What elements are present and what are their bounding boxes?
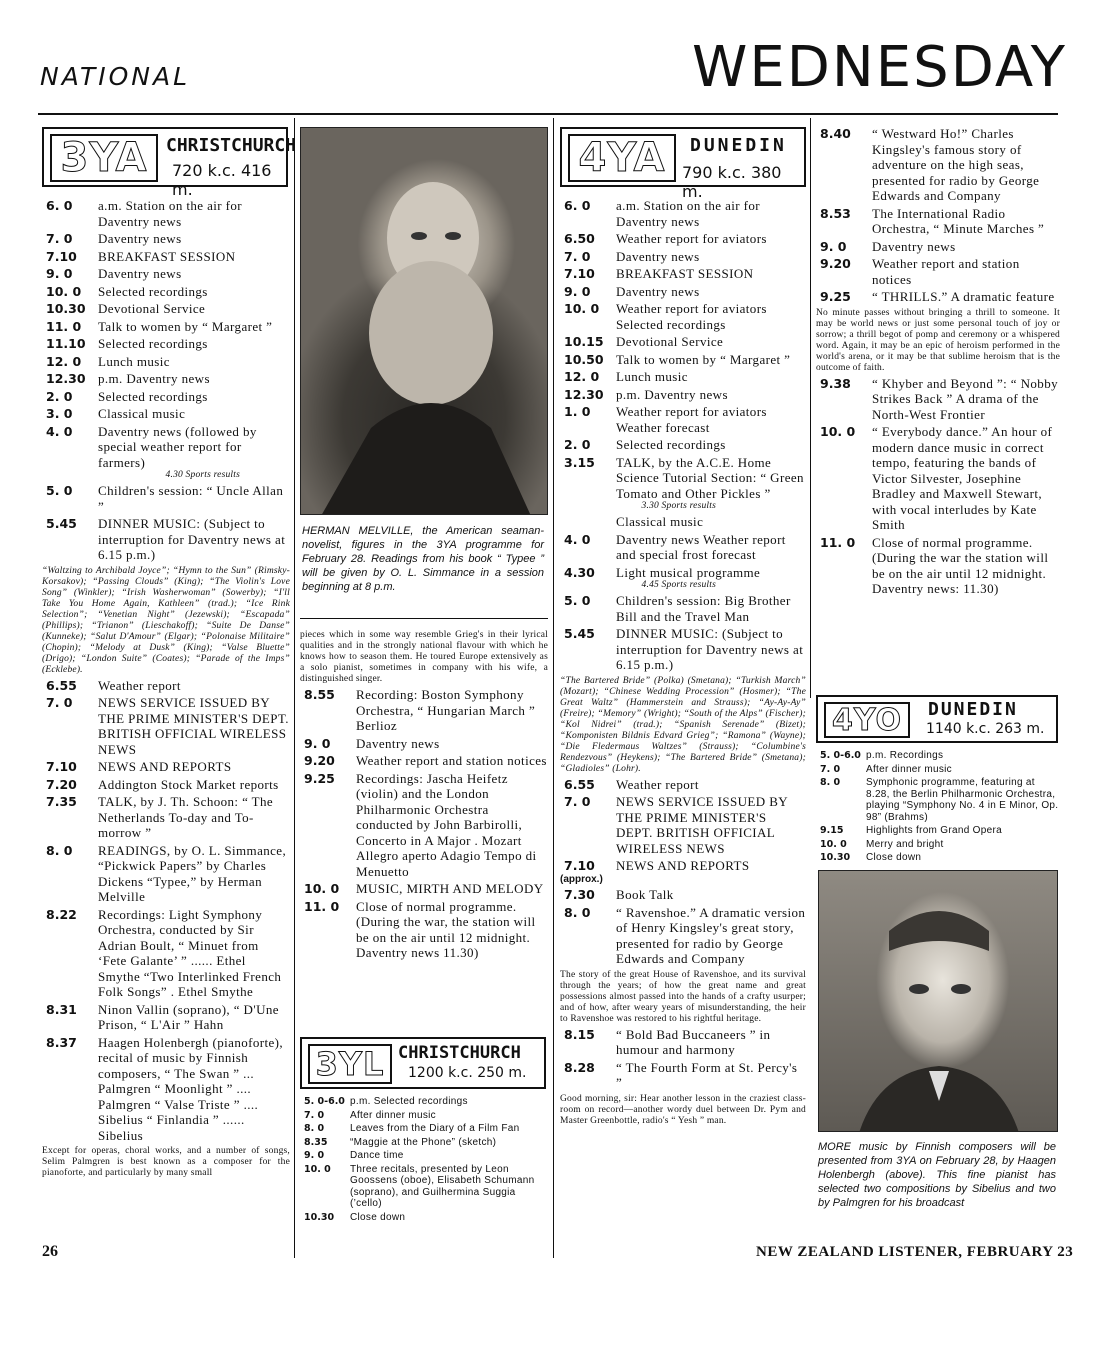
- holenbergh-caption: MORE music by Finnish composers will be presented from 3YA on February 28, by Haagen Holenbergh (above). This fine pianist has selected two compositions by Sibelius and two by Palmgren for his broadcast: [818, 1141, 1056, 1209]
- entry-time: 6.55: [46, 677, 77, 693]
- schedule-entry: [42, 516, 290, 563]
- entry-time: 9.20: [304, 753, 335, 768]
- schedule-entry: [560, 437, 806, 453]
- entry-time: 7.20: [46, 776, 77, 792]
- entry-description: Classical music: [98, 406, 186, 421]
- schedule-entry: [300, 881, 548, 897]
- column-divider: [553, 118, 554, 1258]
- entry-time: 8. 0: [820, 777, 841, 788]
- entry-time: 8.55: [304, 687, 335, 702]
- melville-caption: HERMAN MELVILLE, the American seaman-novelist, figures in the 3YA programme for February 28. Readings from his book “ Typee ” will be given by O. L. Simmance in a session beginning at 8 p.m.: [302, 525, 544, 593]
- entry-time: 9.38: [820, 375, 851, 391]
- entry-description: “ The Fourth Form at St. Percy's ”: [616, 1059, 798, 1090]
- entry-time: 7.30: [564, 887, 595, 902]
- entry-time: 7. 0: [46, 231, 73, 246]
- schedule-entry: [300, 1110, 550, 1122]
- schedule-entry: [816, 839, 1060, 851]
- entry-time: 8.37: [46, 1034, 77, 1050]
- entry-description: Weather report and station notices: [872, 256, 1020, 287]
- entry-time: 3. 0: [46, 406, 73, 421]
- entry-description: Close of normal programme. (During the war the station will be on the air until 12 midnight. Daventry news: 11.30): [872, 534, 1049, 596]
- entry-description: Dance time: [350, 1150, 404, 1161]
- schedule-entry: [816, 239, 1060, 255]
- entry-description: “ Everybody dance.” An hour of modern dance music in correct tempo, featuring the bands of Victor Silvester, Josephine Bradley and Maxwell Stewart, with vocal interludes by Kate Smith: [872, 424, 1053, 532]
- schedule-entry: [42, 231, 290, 247]
- schedule-entry: [300, 899, 548, 961]
- entry-time: 8. 0: [46, 842, 73, 858]
- entry-time: 2. 0: [46, 388, 73, 404]
- entry-time: 3.15: [564, 454, 595, 470]
- entry-description: a.m. Station on the air for Daventry news: [616, 198, 761, 229]
- entry-description: Book Talk: [616, 887, 674, 902]
- schedule-entry: [42, 678, 290, 694]
- entry-description: Recordings: Light Symphony Orchestra, conducted by Sir Adrian Boult, “ Minuet from ‘Fete Galante’ ” ...... Ethel Smythe “Two Interlinked French Folk Songs” . Ethel Smythe: [98, 906, 282, 999]
- entry-time: 9. 0: [304, 735, 331, 751]
- sports-results: 4.45 Sports results: [641, 580, 716, 590]
- entry-description: DINNER MUSIC: (Subject to interruption for Daventry news at 6.15 p.m.): [616, 626, 804, 672]
- schedule-entry: [816, 424, 1060, 533]
- entry-time: 7.10: [564, 858, 595, 873]
- schedule-entry: [300, 771, 548, 880]
- entry-description: Close down: [350, 1211, 406, 1223]
- entry-description: Daventry news: [872, 238, 956, 254]
- schedule-4ya-cont: [816, 124, 1060, 597]
- station-box-4ya: [560, 127, 806, 201]
- entry-description: Daventry news (followed by special weather report for farmers): [98, 423, 257, 470]
- entry-description: p.m. Daventry news: [98, 371, 210, 386]
- thrills-note: No minute passes without bringing a thrill to someone. It may be world news or just some personal touch of joy or sorrow; a thrill begot of pomp and ceremony or a whispered word. Again, it may be an epic of heroism performed in the world's arena, or it may be that sublime heroism that is the outcome of faith.: [816, 307, 1060, 373]
- schedule-entry: [42, 843, 290, 905]
- entry-description: Daventry news: [98, 266, 182, 281]
- schedule-entry: [300, 687, 548, 734]
- entry-time: 11. 0: [820, 534, 856, 550]
- day-heading: WEDNESDAY: [692, 35, 1067, 100]
- schedule-entry: [816, 256, 1060, 287]
- schedule-entry: [816, 750, 1060, 762]
- schedule-entry: [560, 565, 806, 581]
- station-name: CHRISTCHURCH: [398, 1043, 521, 1063]
- entry-time: 10. 0: [304, 1163, 331, 1175]
- schedule-entry: [42, 266, 290, 282]
- entry-description: Daventry news: [98, 231, 182, 246]
- entry-time: 10.15: [564, 334, 604, 349]
- column-divider: [294, 118, 295, 1258]
- schedule-entry: [560, 249, 806, 265]
- schedule-entry: [300, 736, 548, 752]
- entry-description: Weather report: [616, 776, 699, 792]
- schedule-entry: [560, 887, 806, 903]
- entry-time: 9. 0: [304, 1150, 325, 1161]
- schedule-entry: [816, 126, 1060, 204]
- entry-description: Selected recordings: [616, 437, 726, 452]
- entry-time: 5. 0: [564, 593, 591, 608]
- station-box-4yo: [816, 695, 1058, 743]
- entry-description: Selected recordings: [98, 283, 208, 299]
- schedule-entry: [300, 1164, 550, 1210]
- entry-time: 9. 0: [564, 283, 591, 299]
- entry-time: 8.53: [820, 205, 851, 221]
- schedule-entry: [42, 198, 290, 229]
- schedule-entry: [560, 266, 806, 282]
- entry-time: 10. 0: [820, 424, 856, 439]
- entry-time: 7.10: [46, 248, 77, 264]
- entry-description: Daventry news Weather report and special frost forecast: [616, 531, 786, 562]
- entry-description: Classical music: [616, 514, 704, 529]
- entry-description: Talk to women by “ Margaret ”: [616, 351, 791, 367]
- entry-description: DINNER MUSIC: (Subject to interruption for Daventry news at 6.15 p.m.): [98, 516, 286, 562]
- entry-time: 4. 0: [564, 531, 591, 547]
- schedule-entry: [300, 1150, 550, 1162]
- schedule-entry: [816, 852, 1060, 864]
- entry-description: Weather report for aviators Weather forecast: [616, 404, 767, 435]
- schedule-entry: [560, 626, 806, 673]
- entry-time: [560, 514, 616, 530]
- schedule-entry: [560, 404, 806, 435]
- entry-description: Daventry news: [616, 283, 700, 299]
- schedule-entry: [42, 406, 290, 422]
- entry-description: Addington Stock Market reports: [98, 776, 279, 792]
- entry-description: Close down: [866, 852, 922, 863]
- schedule-entry: [560, 794, 806, 856]
- schedule-entry: [560, 532, 806, 563]
- schedule-entry: [560, 198, 806, 229]
- entry-time: 5. 0-6.0: [304, 1096, 345, 1107]
- entry-time: 8. 0: [304, 1123, 325, 1134]
- entry-time: 6. 0: [46, 198, 73, 213]
- entry-description: “ Ravenshoe.” A dramatic version of Henry Kingsley's great story, presented for radio by George Edwards and Company: [616, 904, 806, 966]
- entry-description: “ Westward Ho!” Charles Kingsley's famous story of adventure on the high seas, presented for radio by George Edwards and Company: [872, 126, 1040, 203]
- station-name: CHRISTCHURCH: [166, 135, 297, 156]
- column-divider: [810, 118, 811, 698]
- schedule-4ya: [560, 196, 806, 1127]
- schedule-entry: [42, 319, 290, 335]
- entry-time: 12.30: [564, 386, 604, 402]
- entry-time: 7. 0: [564, 794, 591, 809]
- station-logo: 4YO: [824, 702, 910, 738]
- entry-time: 10.50: [564, 351, 604, 367]
- entry-description: Highlights from Grand Opera: [866, 825, 1002, 836]
- entry-time: 10. 0: [304, 881, 340, 896]
- palmgren-note-cont: pieces which in some way resemble Grieg's in their lyrical qualities and in the strongly national flavour with which he knows how to season them. He toured Europe extensively as a solo pianist, sometimes in company with his wife, a distinguished singer.: [300, 630, 548, 684]
- holenbergh-photo: [818, 870, 1058, 1132]
- percy-note: Good morning, sir: Hear another lesson in the craziest class-room on record—another wordy duel between Dr. Pym and Master Greenbottle, radio's “ Yesh ” man.: [560, 1093, 806, 1126]
- entry-description: Merry and bright: [866, 838, 944, 850]
- entry-time: 8.35: [304, 1136, 328, 1148]
- schedule-entry: [560, 1060, 806, 1091]
- entry-description: Devotional Service: [616, 334, 724, 349]
- entry-description: p.m. Selected recordings: [350, 1096, 468, 1107]
- palmgren-note: Except for operas, choral works, and a number of songs, Selim Palmgren is best known as a composer for the pianoforte, and particularly by many small: [42, 1146, 290, 1178]
- entry-time: 7.35: [46, 794, 77, 809]
- schedule-entry: [42, 907, 290, 1000]
- sports-results: 3.30 Sports results: [641, 501, 716, 511]
- schedule-entry: [560, 455, 806, 502]
- schedule-entry: [42, 301, 290, 317]
- entry-description: “Maggie at the Phone” (sketch): [350, 1136, 497, 1148]
- entry-time: 4. 0: [46, 423, 73, 439]
- entry-time: 1. 0: [564, 404, 591, 419]
- entry-description: The International Radio Orchestra, “ Minute Marches ”: [872, 205, 1045, 236]
- schedule-entry: [816, 535, 1060, 597]
- entry-time: 6. 0: [564, 198, 591, 213]
- schedule-entry: [42, 695, 290, 757]
- schedule-entry: [42, 389, 290, 405]
- entry-description: Close of normal programme. (During the war, the station will be on the air until 12 midnight. Daventry news 11.30): [356, 898, 536, 960]
- sports-results: 4.30 Sports results: [165, 470, 240, 480]
- entry-time: 12. 0: [46, 353, 82, 369]
- entry-description: BREAKFAST SESSION: [98, 248, 236, 264]
- entry-time: 10. 0: [46, 283, 82, 299]
- entry-description: a.m. Station on the air for Daventry news: [98, 198, 243, 229]
- schedule-entry: [42, 1002, 290, 1033]
- entry-time: 5.45: [46, 516, 77, 531]
- entry-description: READINGS, by O. L. Simmance, “Pickwick Papers” by Charles Dickens “Typee,” by Herman Melville: [98, 842, 287, 904]
- entry-description: Talk to women by “ Margaret ”: [98, 318, 273, 334]
- entry-description: Symphonic programme, featuring at 8.28, the Berlin Philharmonic Orchestra, playing “Symphony No. 4 in E Minor, Op. 98” (Brahms): [866, 777, 1059, 823]
- entry-description: Weather report and station notices: [356, 753, 547, 768]
- station-logo: 3YL: [308, 1044, 392, 1084]
- entry-description: Selected recordings: [98, 336, 208, 351]
- entry-time: 6.50: [564, 231, 595, 246]
- schedule-3ya-cont: [300, 630, 548, 961]
- schedule-3yl: [300, 1094, 550, 1223]
- divider: [300, 618, 548, 619]
- entry-description: NEWS SERVICE ISSUED BY THE PRIME MINISTER'S DEPT. BRITISH OFFICIAL WIRELESS NEWS: [616, 794, 788, 856]
- schedule-entry: [42, 1035, 290, 1144]
- entry-description: “ Khyber and Beyond ”: “ Nobby Strikes Back ” A drama of the North-West Frontier: [872, 375, 1059, 422]
- entry-description: Weather report for aviators: [616, 231, 767, 246]
- entry-time: 10.30: [46, 301, 86, 316]
- schedule-entry: [42, 249, 290, 265]
- schedule-entry: [560, 777, 806, 793]
- schedule-entry: [560, 593, 806, 624]
- entry-description: Devotional Service: [98, 301, 206, 316]
- entry-description: Daventry news: [356, 735, 440, 751]
- entry-description: NEWS AND REPORTS: [98, 759, 232, 774]
- entry-time: 8.31: [46, 1001, 77, 1017]
- entry-time: 8. 0: [564, 904, 591, 920]
- entry-time: 7. 0: [46, 695, 73, 710]
- entry-description: NEWS AND REPORTS: [616, 858, 750, 873]
- schedule-entry: [300, 1212, 550, 1224]
- header-rule: [38, 113, 1058, 115]
- schedule-entry: [300, 1096, 550, 1108]
- station-frequency: 720 k.c. 416 m.: [172, 161, 272, 199]
- entry-time: 9.25: [304, 770, 335, 786]
- schedule-3ya: [42, 196, 290, 1179]
- entry-description: Light musical programme: [616, 564, 761, 580]
- entry-time: 9. 0: [820, 238, 847, 254]
- schedule-entry: [42, 424, 290, 471]
- entry-time: 2. 0: [564, 437, 591, 452]
- entry-description: p.m. Recordings: [866, 750, 944, 761]
- melville-photo: [300, 127, 548, 515]
- entry-description: Weather report for aviators Selected recordings: [616, 301, 767, 332]
- schedule-entry: [42, 483, 290, 514]
- entry-description: Ninon Vallin (soprano), “ D'Une Prison, “ L'Air ” Hahn: [98, 1001, 279, 1032]
- entry-time: 7.10: [564, 266, 595, 281]
- entry-description: Weather report: [98, 677, 181, 693]
- schedule-entry: [560, 301, 806, 332]
- entry-time: 9.20: [820, 256, 851, 271]
- entry-description: Lunch music: [616, 369, 688, 384]
- entry-time: 8.40: [820, 126, 851, 141]
- entry-description: Lunch music: [98, 353, 170, 369]
- station-frequency: 1140 k.c. 263 m.: [926, 721, 1045, 737]
- schedule-entry: [816, 206, 1060, 237]
- entry-time: 9. 0: [46, 266, 73, 281]
- entry-description: TALK, by J. Th. Schoon: “ The Netherlands To-day and To-morrow ”: [98, 794, 274, 840]
- station-logo: 4YA: [568, 134, 676, 182]
- entry-description: Recordings: Jascha Heifetz (violin) and the London Philharmonic Orchestra conducted by John Barbirolli, Concerto in A Major . Mozart Allegro aperto Adagio Tempo di Menuetto: [356, 770, 537, 879]
- entry-description: Leaves from the Diary of a Film Fan: [350, 1123, 520, 1134]
- entry-time: 10. 0: [564, 301, 600, 316]
- station-frequency: 1200 k.c. 250 m.: [408, 1065, 527, 1081]
- entry-description: Recording: Boston Symphony Orchestra, “ Hungarian March ” Berlioz: [356, 687, 536, 733]
- dinner-music-list: “The Bartered Bride” (Polka) (Smetana); “Turkish March” (Mozart); “Chinese Wedding Procession” (Hosmer); “The Great Waltz” (Hammerstein and Strauss); “Ay-Ay-Ay” (Freire); “Memory” (Wright); “South of the Alps” (Fischer); “Kol Nidrei” (trad.); “Spanish Serenade” (Bizet); “Komponisten Bildnis Edvard Grieg”; “Ramona” (Wayne); “Die Fledermaus Waltzes” (Strauss); “Columbine's Rendezvous” (Heykens); “The Bartered Bride” (Smetana); “Gladioles” (Lohr).: [560, 675, 806, 774]
- entry-description: TALK, by the A.C.E. Home Science Tutorial Section: “ Green Tomato and Other Pickles ”: [616, 454, 804, 501]
- entry-time: 7. 0: [304, 1109, 325, 1121]
- entry-time: 12.30: [46, 371, 86, 386]
- entry-time: 7. 0: [820, 763, 841, 775]
- schedule-entry: [816, 764, 1060, 776]
- schedule-entry: [42, 284, 290, 300]
- entry-description: MUSIC, MIRTH AND MELODY: [356, 881, 544, 896]
- entry-time: 4.30: [564, 564, 595, 580]
- schedule-4yo: [816, 748, 1060, 864]
- entry-description: Children's session: Big Brother Bill and the Travel Man: [616, 593, 791, 624]
- entry-time: 12. 0: [564, 369, 600, 384]
- entry-time: 9.15: [820, 825, 844, 836]
- entry-description: p.m. Daventry news: [616, 386, 728, 402]
- entry-time: 9.25: [820, 289, 851, 304]
- entry-description: “ THRILLS.” A dramatic feature: [872, 289, 1055, 304]
- station-name: DUNEDIN: [690, 135, 787, 156]
- schedule-entry: [560, 905, 806, 967]
- entry-time: 11. 0: [304, 898, 340, 914]
- entry-description: After dinner music: [866, 763, 952, 775]
- station-name: DUNEDIN: [928, 699, 1018, 720]
- entry-description: After dinner music: [350, 1109, 436, 1121]
- schedule-entry: [42, 759, 290, 775]
- entry-time: 5. 0: [46, 483, 73, 498]
- entry-description: Children's session: “ Uncle Allan ”: [98, 483, 284, 514]
- station-box-3ya: [42, 127, 297, 199]
- entry-time: 7. 0: [564, 248, 591, 264]
- entry-description: BREAKFAST SESSION: [616, 266, 754, 281]
- station-logo: 3YA: [50, 134, 158, 182]
- schedule-entry: [42, 794, 290, 841]
- entry-time: 8.15: [564, 1026, 595, 1042]
- approx-note: (approx.): [560, 873, 603, 885]
- entry-description: Haagen Holenbergh (pianoforte), recital of music by Finnish composers, “ The Swan ” ... Palmgren “ Moonlight ” .... Palmgren “ Valse Triste ” .... Sibelius “ Finlandia ” ...... Sibelius: [98, 1034, 284, 1143]
- entry-time: 5. 0-6.0: [820, 750, 861, 761]
- schedule-entry: [42, 354, 290, 370]
- schedule-entry: [560, 284, 806, 300]
- entry-description: Three recitals, presented by Leon Goossens (oboe), Elisabeth Schumann (soprano), and Guilhermina Suggia (’cello): [350, 1163, 535, 1209]
- schedule-entry: [560, 1027, 806, 1058]
- schedule-entry: [816, 825, 1060, 837]
- schedule-entry: [42, 371, 290, 387]
- schedule-entry: [816, 376, 1060, 423]
- schedule-entry: [300, 753, 548, 769]
- schedule-entry: [42, 336, 290, 352]
- entry-description: Selected recordings: [98, 388, 208, 404]
- schedule-entry: [560, 369, 806, 385]
- schedule-entry: [816, 289, 1060, 305]
- entry-description: NEWS SERVICE ISSUED BY THE PRIME MINISTER'S DEPT. BRITISH OFFICIAL WIRELESS NEWS: [98, 695, 289, 757]
- dinner-music-list: “Waltzing to Archibald Joyce”; “Hymn to the Sun” (Rimsky-Korsakov); “Passing Clouds” (King); “The Violin's Love Song” (Winkler); “Irish Washerwoman” (Sowerby); “I'll Take You Home Again, Kathleen” (trad.); “Ice Rink Selection”; “Venetian Night” (Jezewski); “Escapada” (Phillips); “Trianon” (Lieschakoff); “Suite De Danse” (Kunneke); “Salut D'Amour” (Elgar); “Polonaise Militaire” (Chopin); “Melody at Dusk” (King); “Valse Bluette” (Drigo); “London Suite” (Coates); “Parade of the Imps” (Ecklebe).: [42, 565, 290, 675]
- schedule-entry: [560, 352, 806, 368]
- entry-description: “ Bold Bad Buccaneers ” in humour and harmony: [616, 1026, 771, 1057]
- schedule-entry: [560, 514, 806, 530]
- page-number: 26: [42, 1243, 58, 1260]
- schedule-entry: [42, 777, 290, 793]
- entry-time: 8.28: [564, 1059, 595, 1075]
- schedule-entry: [560, 334, 806, 350]
- schedule-entry: [300, 1123, 550, 1135]
- station-frequency: 790 k.c. 380 m.: [682, 163, 782, 201]
- section-label: NATIONAL: [40, 62, 191, 91]
- station-box-3yl: [300, 1037, 546, 1089]
- entry-time: 10.30: [820, 852, 851, 863]
- entry-time: 10.30: [304, 1211, 335, 1223]
- entry-time: 10. 0: [820, 838, 847, 850]
- entry-time: 11. 0: [46, 318, 82, 334]
- entry-time: 11.10: [46, 336, 86, 351]
- publication-footer: NEW ZEALAND LISTENER, FEBRUARY 23: [756, 1244, 1074, 1260]
- schedule-entry: [300, 1137, 550, 1149]
- entry-description: Daventry news: [616, 248, 700, 264]
- entry-time: 7.10: [46, 759, 77, 774]
- ravenshoe-note: The story of the great House of Ravenshoe, and its survival through the years; of how the great name and great possessions almost passed into the hands of a crafty usurper; and of how, after weary years of misunderstanding, the heir to Ravenshoe was restored to his rightful heritage.: [560, 969, 806, 1024]
- entry-time: 8.22: [46, 906, 77, 922]
- schedule-entry: [560, 858, 806, 874]
- schedule-entry: [816, 777, 1060, 823]
- schedule-entry: [560, 231, 806, 247]
- schedule-entry: [560, 387, 806, 403]
- entry-time: 6.55: [564, 776, 595, 792]
- entry-time: 5.45: [564, 626, 595, 641]
